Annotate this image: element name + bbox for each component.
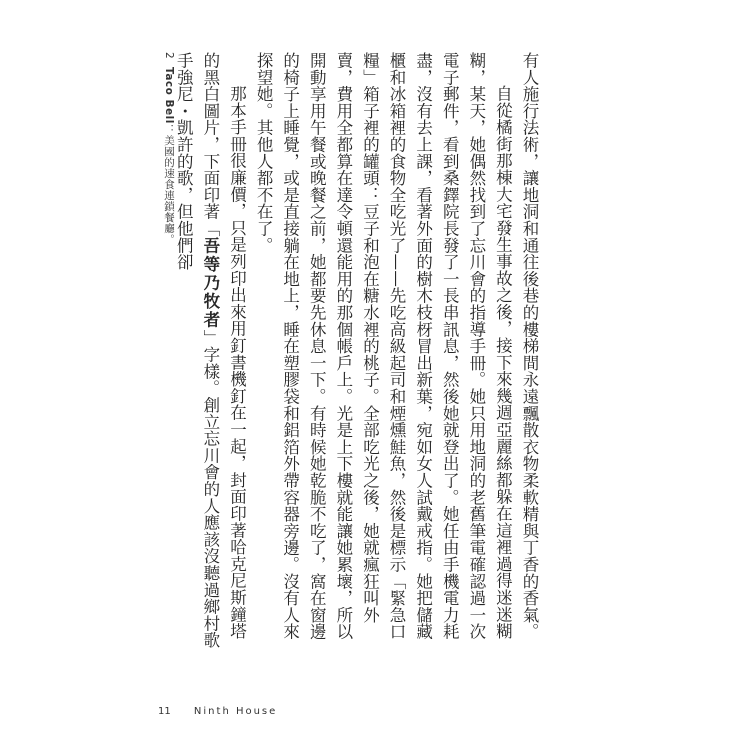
footnote-text: ：美國的速食連鎖餐廳。 — [163, 123, 175, 245]
motto-emphasis: 吾等乃牧者 — [200, 236, 220, 330]
footnote — [162, 52, 176, 245]
page-footer — [158, 706, 277, 717]
paragraph-1: 有人施行法術，讓地洞和通往後巷的樓梯間永遠飄散衣物柔軟精與丁香的香氣。 — [520, 52, 539, 640]
footnote-term: Taco Bell — [163, 67, 175, 124]
paragraph-3 — [170, 52, 250, 652]
running-title: Ninth House — [193, 706, 278, 717]
paragraph-3-lead: 那本手冊很廉價，只是列印出來用釘書機釘在一起，封面印著哈克尼斯鐘塔的黑白圖片，下面印著「 — [200, 52, 247, 640]
page-number: 11 — [158, 706, 171, 717]
paragraph-3-tail: 」字樣。創立忘川會的人應該沒聽過鄉村歌手強尼・凱許的歌，但他們卻 — [174, 52, 220, 649]
footnote-number: 2 — [163, 52, 175, 60]
paragraph-2: 自從橘街那棟大宅發生事故之後，接下來幾週亞麗絲都躲在這裡過得迷迷糊糊，某天，她偶然找到了忘川會的指導手冊。她只用地洞的老舊筆電確認過一次電子郵件，看到桑鐸院長發了一長串訊息，然後她就登出了。她任由手機電力耗盡，沒有去上課，看著外面的樹木枝枒冒出新葉，宛如女人試戴戒指。她把儲藏櫃和冰箱裡的食物全吃光了——先吃高級起司和煙燻鮭魚，然後是標示「緊急口糧」箱子裡的罐頭：豆子和泡在糖水裡的桃子。全部吃光之後，她就瘋狂叫外賣，費用全都算在達令頓還能用的那個帳戶上。光是上下樓就能讓她累壞，所以開動享用午餐或晚餐之前，她都要先休息一下。有時候她乾脆不吃了，窩在窗邊的椅子上睡覺，或是直接躺在地上，睡在塑膠袋和鋁箔外帶容器旁邊。沒有人來探望她。其他人都不在了。 — [254, 52, 513, 640]
main-text-block — [170, 52, 542, 652]
